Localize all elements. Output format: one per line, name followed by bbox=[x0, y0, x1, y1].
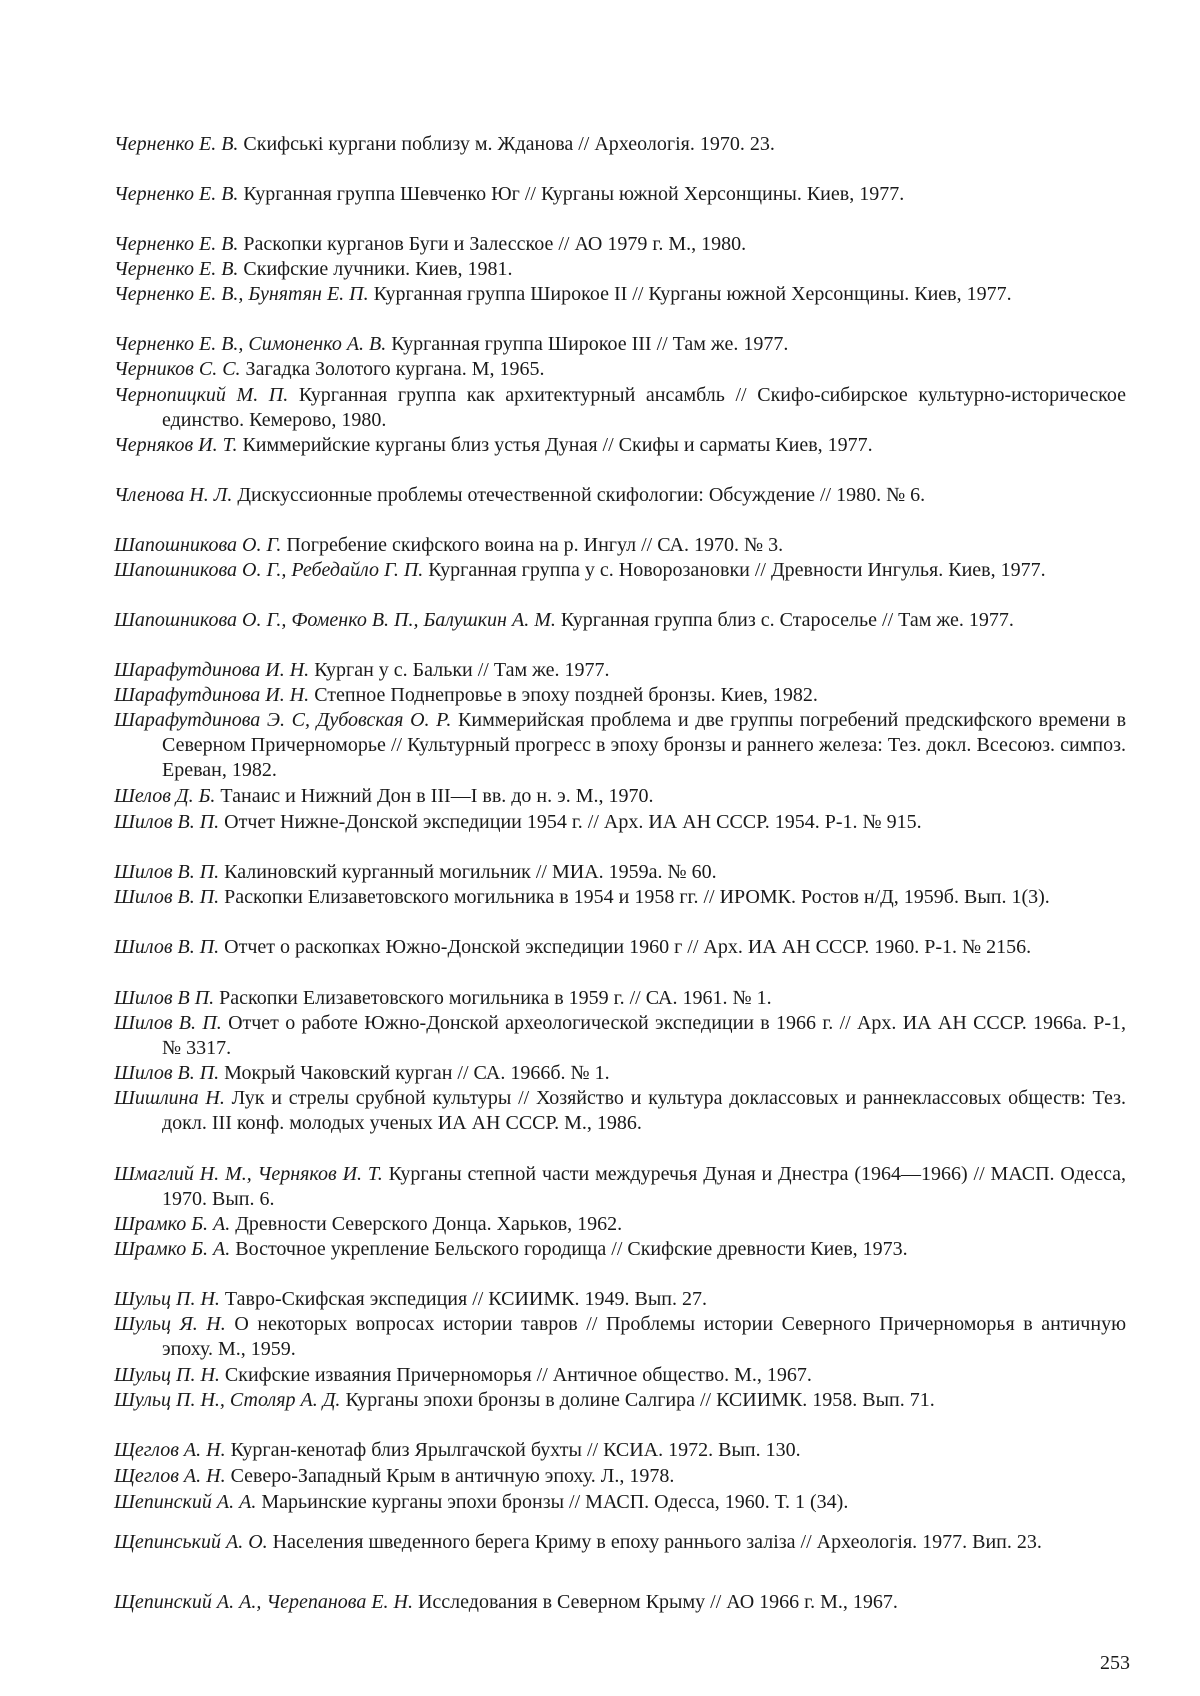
bibliography-entry bbox=[114, 1061, 1126, 1086]
bibliography-entry bbox=[114, 1590, 1126, 1615]
bibliography-entry bbox=[114, 1388, 1126, 1413]
entry-text: Курганная группа Шевченко Юг // Курганы южной Херсонщины. Киев, 1977. bbox=[243, 183, 905, 205]
entry-author: Шилов В. П. bbox=[114, 1062, 220, 1084]
entry-author: Членова Н. Л. bbox=[114, 484, 233, 506]
bibliography-entry bbox=[114, 860, 1126, 885]
entry-text: Дискуссионные проблемы отечественной скифологии: Обсуждение // 1980. № 6. bbox=[237, 484, 926, 506]
bibliography-entry bbox=[114, 810, 1126, 835]
bibliography-entry bbox=[114, 533, 1126, 558]
bibliography-entry bbox=[114, 433, 1126, 458]
entry-author: Черненко Е. В., Симоненко А. В. bbox=[114, 333, 387, 355]
entry-text: Отчет Нижне-Донской экспедиции 1954 г. // Арх. ИА АН СССР. 1954. Р-1. № 915. bbox=[224, 811, 922, 833]
bibliography-entry bbox=[114, 1162, 1126, 1212]
entry-text: Отчет о раскопках Южно-Донской экспедиции 1960 г // Арх. ИА АН СССР. 1960. Р-1. № 2156. bbox=[224, 936, 1032, 958]
entry-text: Исследования в Северном Крыму // АО 1966 г. М., 1967. bbox=[417, 1591, 898, 1613]
bibliography-entry bbox=[114, 1438, 1126, 1463]
entry-text: Северо-Западный Крым в античную эпоху. Л., 1978. bbox=[230, 1465, 675, 1487]
bibliography-entry bbox=[114, 257, 1126, 282]
entry-author: Черненко Е. В. bbox=[114, 258, 239, 280]
bibliography-entry bbox=[114, 558, 1126, 583]
bibliography-entry bbox=[114, 1490, 1126, 1515]
entry-author: Шульц П. Н., Столяр А. Д. bbox=[114, 1389, 341, 1411]
bibliography-entry bbox=[114, 708, 1126, 784]
entry-author: Щепинский А. А., Черепанова Е. Н. bbox=[114, 1591, 413, 1613]
entry-text: Степное Поднепровье в эпоху поздней бронзы. Киев, 1982. bbox=[314, 684, 818, 706]
entry-text: Древности Северского Донца. Харьков, 1962. bbox=[235, 1213, 623, 1235]
entry-text: Курганная группа как архитектурный ансамбль // Скифо-сибирское культурно-историческое единство. Кемерово, 1980. bbox=[162, 384, 1126, 432]
entry-author: Черненко Е. В. bbox=[114, 233, 239, 255]
bibliography-entry bbox=[114, 1086, 1126, 1136]
entry-author: Черников С. С. bbox=[114, 358, 241, 380]
bibliography-entry bbox=[114, 132, 1126, 157]
bibliography-entry bbox=[114, 1212, 1126, 1237]
entry-author: Черненко Е. В. bbox=[114, 133, 239, 155]
entry-text: Курганная группа близ с. Староселье // Там же. 1977. bbox=[560, 609, 1014, 631]
entry-author: Шульц П. Н. bbox=[114, 1288, 220, 1310]
bibliography-entry bbox=[114, 232, 1126, 257]
entry-author: Шилов В П. bbox=[114, 987, 215, 1009]
bibliography-entry bbox=[114, 683, 1126, 708]
entry-author: Шишлина Н. bbox=[114, 1087, 225, 1109]
entry-text: Погребение скифского воина на р. Ингул // СА. 1970. № 3. bbox=[286, 534, 784, 556]
page-number: 253 bbox=[1100, 1652, 1130, 1674]
entry-text: Курган-кенотаф близ Ярылгачской бухты // КСИА. 1972. Вып. 130. bbox=[230, 1439, 801, 1461]
entry-text: Киммерийская проблема и две группы погребений предскифского времени в Северном Причерноморье // Культурный прогресс в эпоху бронзы и раннего железа: Тез. докл. Всесоюз. симпоз. Ереван, 1982. bbox=[162, 709, 1127, 782]
entry-author: Шилов В. П. bbox=[114, 811, 220, 833]
bibliography-entry bbox=[114, 1237, 1126, 1262]
bibliography-entry bbox=[114, 282, 1126, 307]
bibliography-entry bbox=[114, 1464, 1126, 1489]
bibliography-entry bbox=[114, 608, 1126, 633]
bibliography-entry bbox=[114, 1530, 1126, 1555]
entry-text: О некоторых вопросах истории тавров // Проблемы истории Северного Причерноморья в античную эпоху. М., 1959. bbox=[162, 1313, 1127, 1361]
entry-author: Чернопицкий М. П. bbox=[114, 384, 289, 406]
entry-author: Щепинський А. О. bbox=[114, 1531, 268, 1553]
entry-text: Курганная группа Широкое III // Там же. 1977. bbox=[391, 333, 789, 355]
entry-text: Населения шведенного берега Криму в епоху раннього заліза // Археологія. 1977. Вип. 23. bbox=[272, 1531, 1042, 1553]
bibliography-entry bbox=[114, 658, 1126, 683]
entry-text: Отчет о работе Южно-Донской археологической экспедиции в 1966 г. // Арх. ИА АН СССР. 1966а. Р-1, № 3317. bbox=[162, 1012, 1126, 1060]
entry-text: Раскопки Елизаветовского могильника в 1954 и 1958 гг. // ИРОМК. Ростов н/Д, 1959б. Вып. 1(3). bbox=[224, 886, 1050, 908]
entry-text: Раскопки Елизаветовского могильника в 1959 г. // СА. 1961. № 1. bbox=[219, 987, 772, 1009]
entry-text: Танаис и Нижний Дон в III—I вв. до н. э. М., 1970. bbox=[220, 785, 654, 807]
entry-author: Черненко Е. В. bbox=[114, 183, 239, 205]
entry-author: Шульц Я. Н. bbox=[114, 1313, 226, 1335]
entry-text: Скифские лучники. Киев, 1981. bbox=[243, 258, 513, 280]
bibliography-entry bbox=[114, 1011, 1126, 1061]
entry-author: Шилов В. П. bbox=[114, 886, 220, 908]
entry-author: Шапошникова О. Г. bbox=[114, 534, 282, 556]
entry-author: Щеглов А. Н. bbox=[114, 1439, 226, 1461]
bibliography-entry bbox=[114, 1312, 1126, 1362]
bibliography-entry bbox=[114, 885, 1126, 910]
entry-text: Курганы степной части междуречья Дуная и Днестра (1964—1966) // МАСП. Одесса, 1970. Вып. 6. bbox=[162, 1163, 1126, 1211]
entry-author: Шапошникова О. Г., Ребедайло Г. П. bbox=[114, 559, 424, 581]
entry-text: Курганная группа Широкое II // Курганы южной Херсонщины. Киев, 1977. bbox=[373, 283, 1012, 305]
entry-author: Шульц П. Н. bbox=[114, 1364, 220, 1386]
entry-text: Мокрый Чаковский курган // СА. 1966б. № 1. bbox=[224, 1062, 610, 1084]
entry-text: Марьинские курганы эпохи бронзы // МАСП. Одесса, 1960. Т. 1 (34). bbox=[261, 1491, 849, 1513]
entry-text: Скифские изваяния Причерноморья // Античное общество. М., 1967. bbox=[224, 1364, 812, 1386]
entry-text: Курган у с. Бальки // Там же. 1977. bbox=[314, 659, 610, 681]
entry-author: Щеглов А. Н. bbox=[114, 1465, 226, 1487]
bibliography-entry bbox=[114, 784, 1126, 809]
bibliography-entry bbox=[114, 182, 1126, 207]
entry-author: Черняков И. Т. bbox=[114, 434, 238, 456]
entry-text: Калиновский курганный могильник // МИА. 1959а. № 60. bbox=[224, 861, 717, 883]
entry-author: Шарафутдинова И. Н. bbox=[114, 684, 310, 706]
entry-author: Шарафутдинова Э. С, Дубовская О. Р. bbox=[114, 709, 452, 731]
bibliography-entry bbox=[114, 935, 1126, 960]
entry-text: Тавро-Скифская экспедиция // КСИИМК. 1949. Вып. 27. bbox=[224, 1288, 707, 1310]
entry-text: Загадка Золотого кургана. М, 1965. bbox=[245, 358, 545, 380]
bibliography-entry bbox=[114, 1363, 1126, 1388]
entry-author: Шрамко Б. А. bbox=[114, 1213, 231, 1235]
entry-author: Шилов В. П. bbox=[114, 861, 220, 883]
entry-text: Киммерийские курганы близ устья Дуная // Скифы и сарматы Киев, 1977. bbox=[242, 434, 873, 456]
entry-text: Курганная группа у с. Новорозановки // Древности Ингулья. Киев, 1977. bbox=[428, 559, 1046, 581]
entry-text: Курганы эпохи бронзы в долине Салгира // КСИИМК. 1958. Вып. 71. bbox=[345, 1389, 935, 1411]
entry-author: Шапошникова О. Г., Фоменко В. П., Балушкин А. М. bbox=[114, 609, 556, 631]
bibliography-entry bbox=[114, 357, 1126, 382]
bibliography-entry bbox=[114, 483, 1126, 508]
entry-author: Шилов В. П. bbox=[114, 1012, 222, 1034]
entry-author: Шепинский А. А. bbox=[114, 1491, 257, 1513]
entry-author: Шмаглий Н. М., Черняков И. Т. bbox=[114, 1163, 383, 1185]
entry-author: Шарафутдинова И. Н. bbox=[114, 659, 310, 681]
bibliography-entry bbox=[114, 1287, 1126, 1312]
entry-author: Черненко Е. В., Бунятян Е. П. bbox=[114, 283, 369, 305]
entry-author: Шрамко Б. А. bbox=[114, 1238, 231, 1260]
entry-author: Шелов Д. Б. bbox=[114, 785, 216, 807]
bibliography-entry bbox=[114, 383, 1126, 433]
bibliography-entry bbox=[114, 332, 1126, 357]
entry-text: Скифські кургани поблизу м. Жданова // Археологія. 1970. 23. bbox=[243, 133, 775, 155]
entry-author: Шилов В. П. bbox=[114, 936, 220, 958]
entry-text: Восточное укрепление Бельского городища // Скифские древности Киев, 1973. bbox=[235, 1238, 908, 1260]
entry-text: Раскопки курганов Буги и Залесское // АО 1979 г. М., 1980. bbox=[243, 233, 747, 255]
bibliography-entry bbox=[114, 986, 1126, 1011]
entry-text: Лук и стрелы срубной культуры // Хозяйство и культура доклассовых и раннеклассовых обществ: Тез. докл. III конф. молодых ученых ИА АН СССР. М., 1986. bbox=[162, 1087, 1127, 1135]
